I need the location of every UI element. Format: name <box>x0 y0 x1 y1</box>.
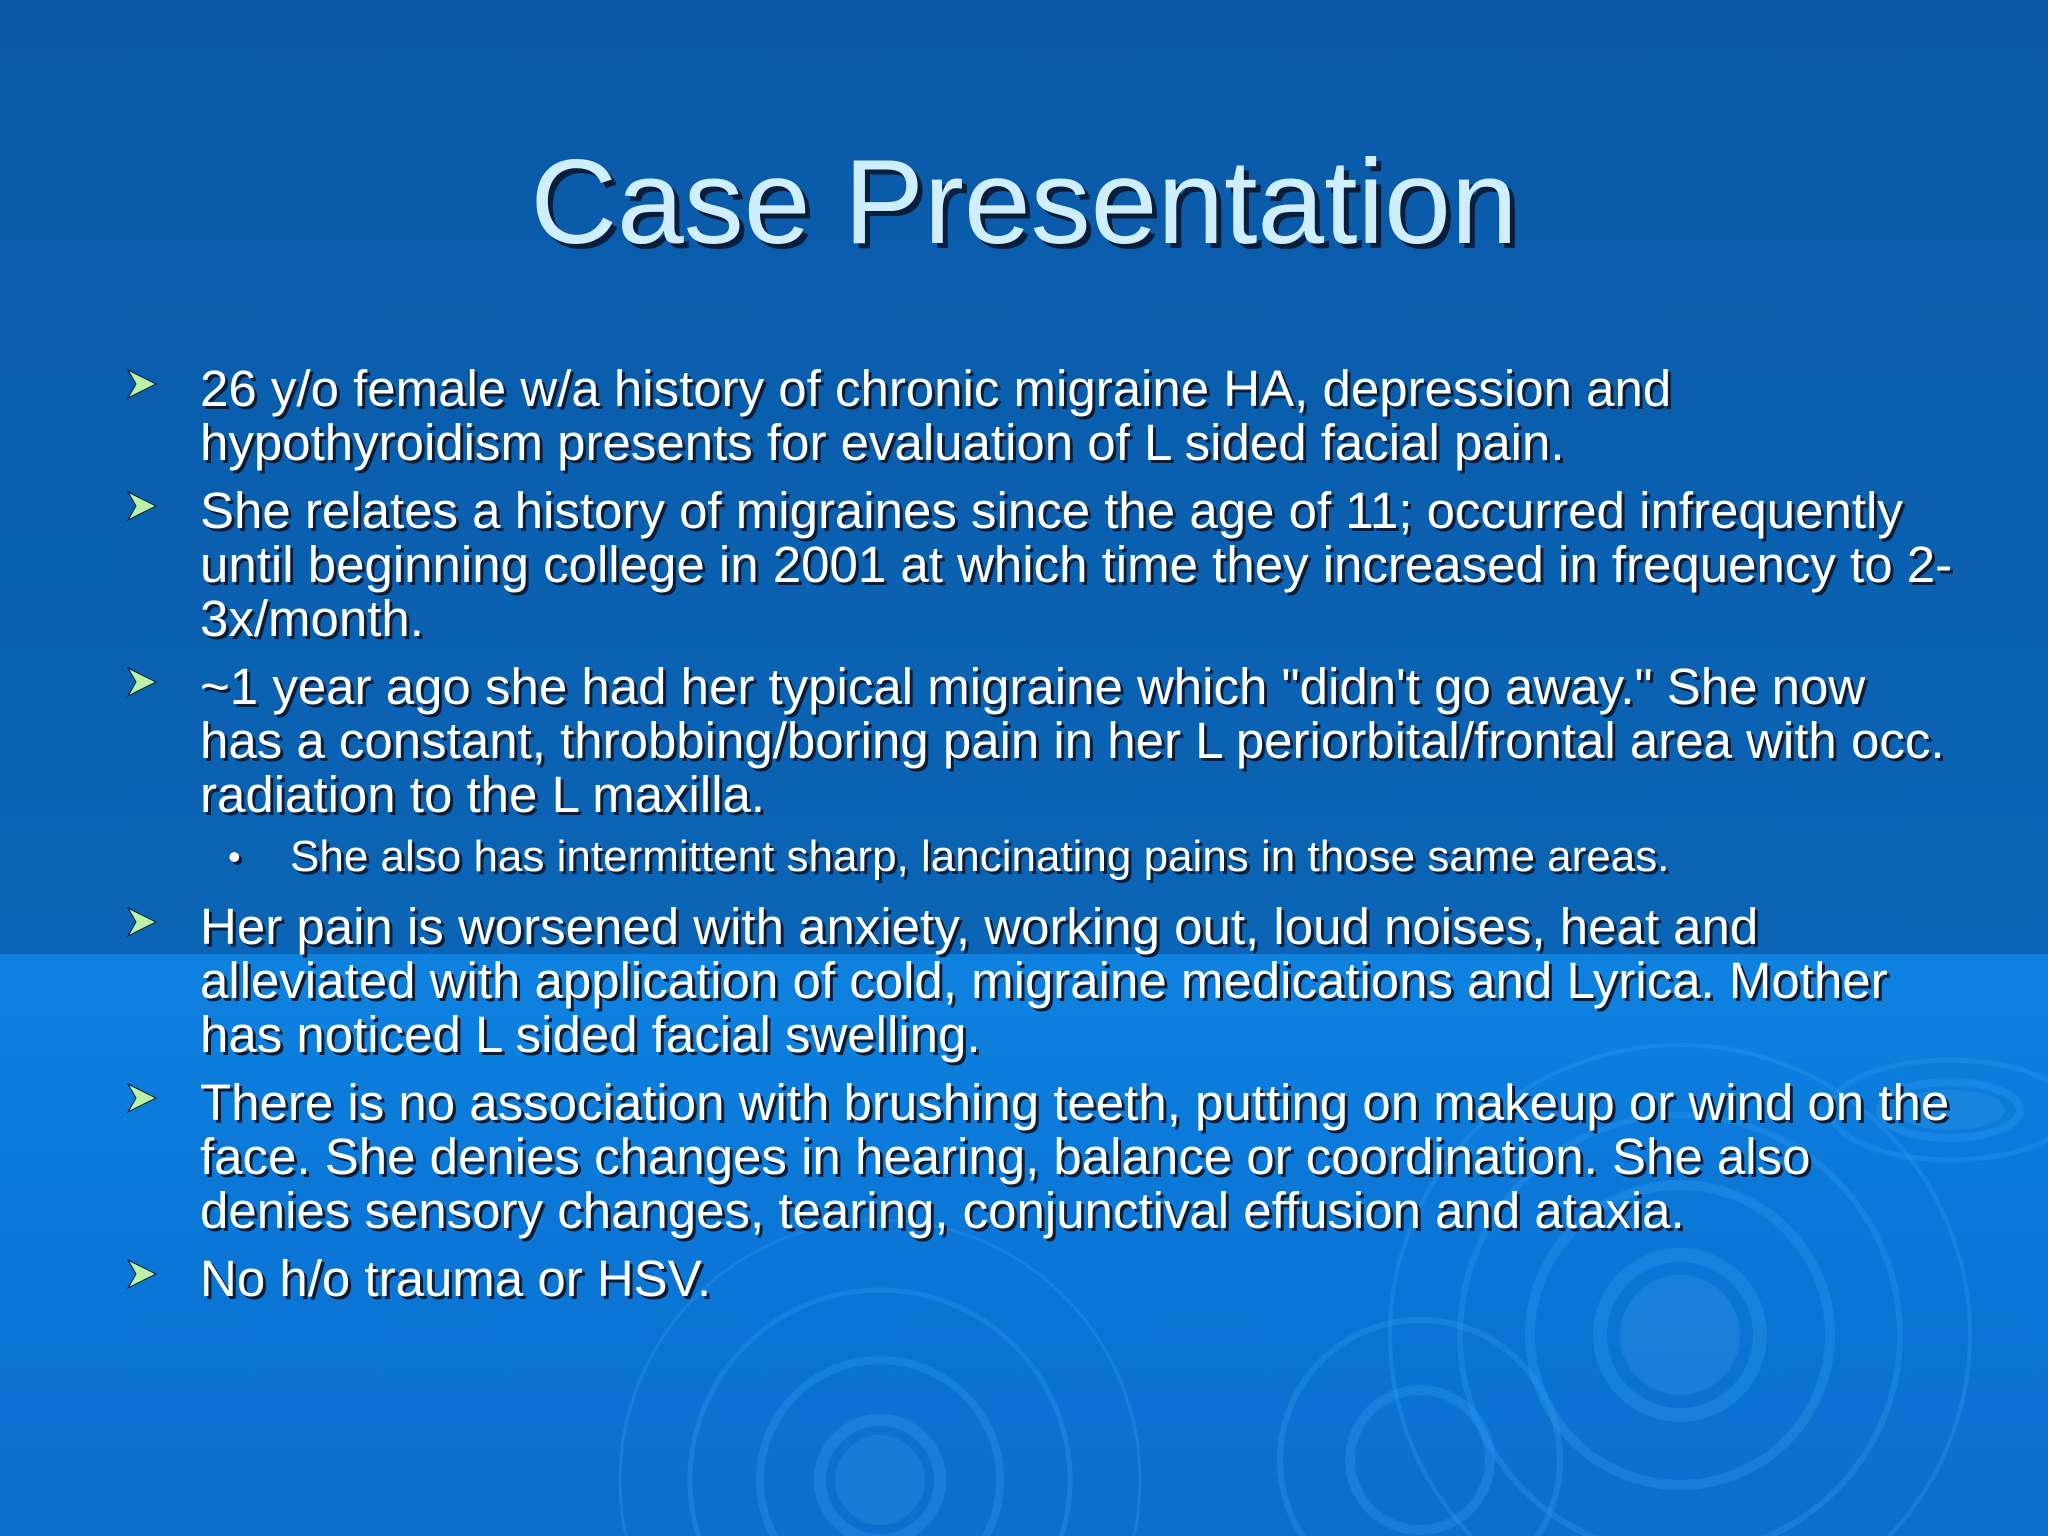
bullet-item <box>200 1076 1960 1238</box>
bullet-item <box>200 1252 1960 1306</box>
bullet-text: ~1 year ago she had her typical migraine which "didn't go away." She now has a constant, throbbing/boring pain in her L periorbital/frontal area with occ. radiation to the L maxilla. <box>200 658 1945 823</box>
slide-title: Case Presentation <box>530 135 1518 269</box>
arrow-bullet-icon <box>126 666 158 698</box>
arrow-bullet-icon <box>126 490 158 522</box>
sub-bullet-item <box>228 832 1690 882</box>
bullet-text: There is no association with brushing teeth, putting on makeup or wind on the face. She denies changes in hearing, balance or coordination. She also denies sensory changes, tearing, conjunctival effusion and ataxia. <box>200 1074 1950 1239</box>
bullet-text: No h/o trauma or HSV. <box>200 1250 712 1307</box>
arrow-bullet-icon <box>126 906 158 938</box>
bullet-item <box>200 484 1960 646</box>
bullet-text: Her pain is worsened with anxiety, working out, loud noises, heat and alleviated with application of cold, migraine medications and Lyrica. Mother has noticed L sided facial swelling. <box>200 898 1888 1063</box>
sub-bullet-text: She also has intermittent sharp, lancinating pains in those same areas. <box>290 832 1670 881</box>
bullet-item <box>200 660 1960 822</box>
bullet-item <box>200 900 1960 1062</box>
bullet-text: She relates a history of migraines since the age of 11; occurred infrequently until beginning college in 2001 at which time they increased in frequency to 2-3x/month. <box>200 482 1953 647</box>
bullet-list <box>0 362 2048 1320</box>
arrow-bullet-icon <box>126 368 158 400</box>
bullet-text: 26 y/o female w/a history of chronic migraine HA, depression and hypothyroidism presents for evaluation of L sided facial pain. <box>200 360 1672 471</box>
arrow-bullet-icon <box>126 1258 158 1290</box>
arrow-bullet-icon <box>126 1082 158 1114</box>
bullet-item <box>200 362 1960 470</box>
dot-bullet-icon: • <box>228 836 241 877</box>
